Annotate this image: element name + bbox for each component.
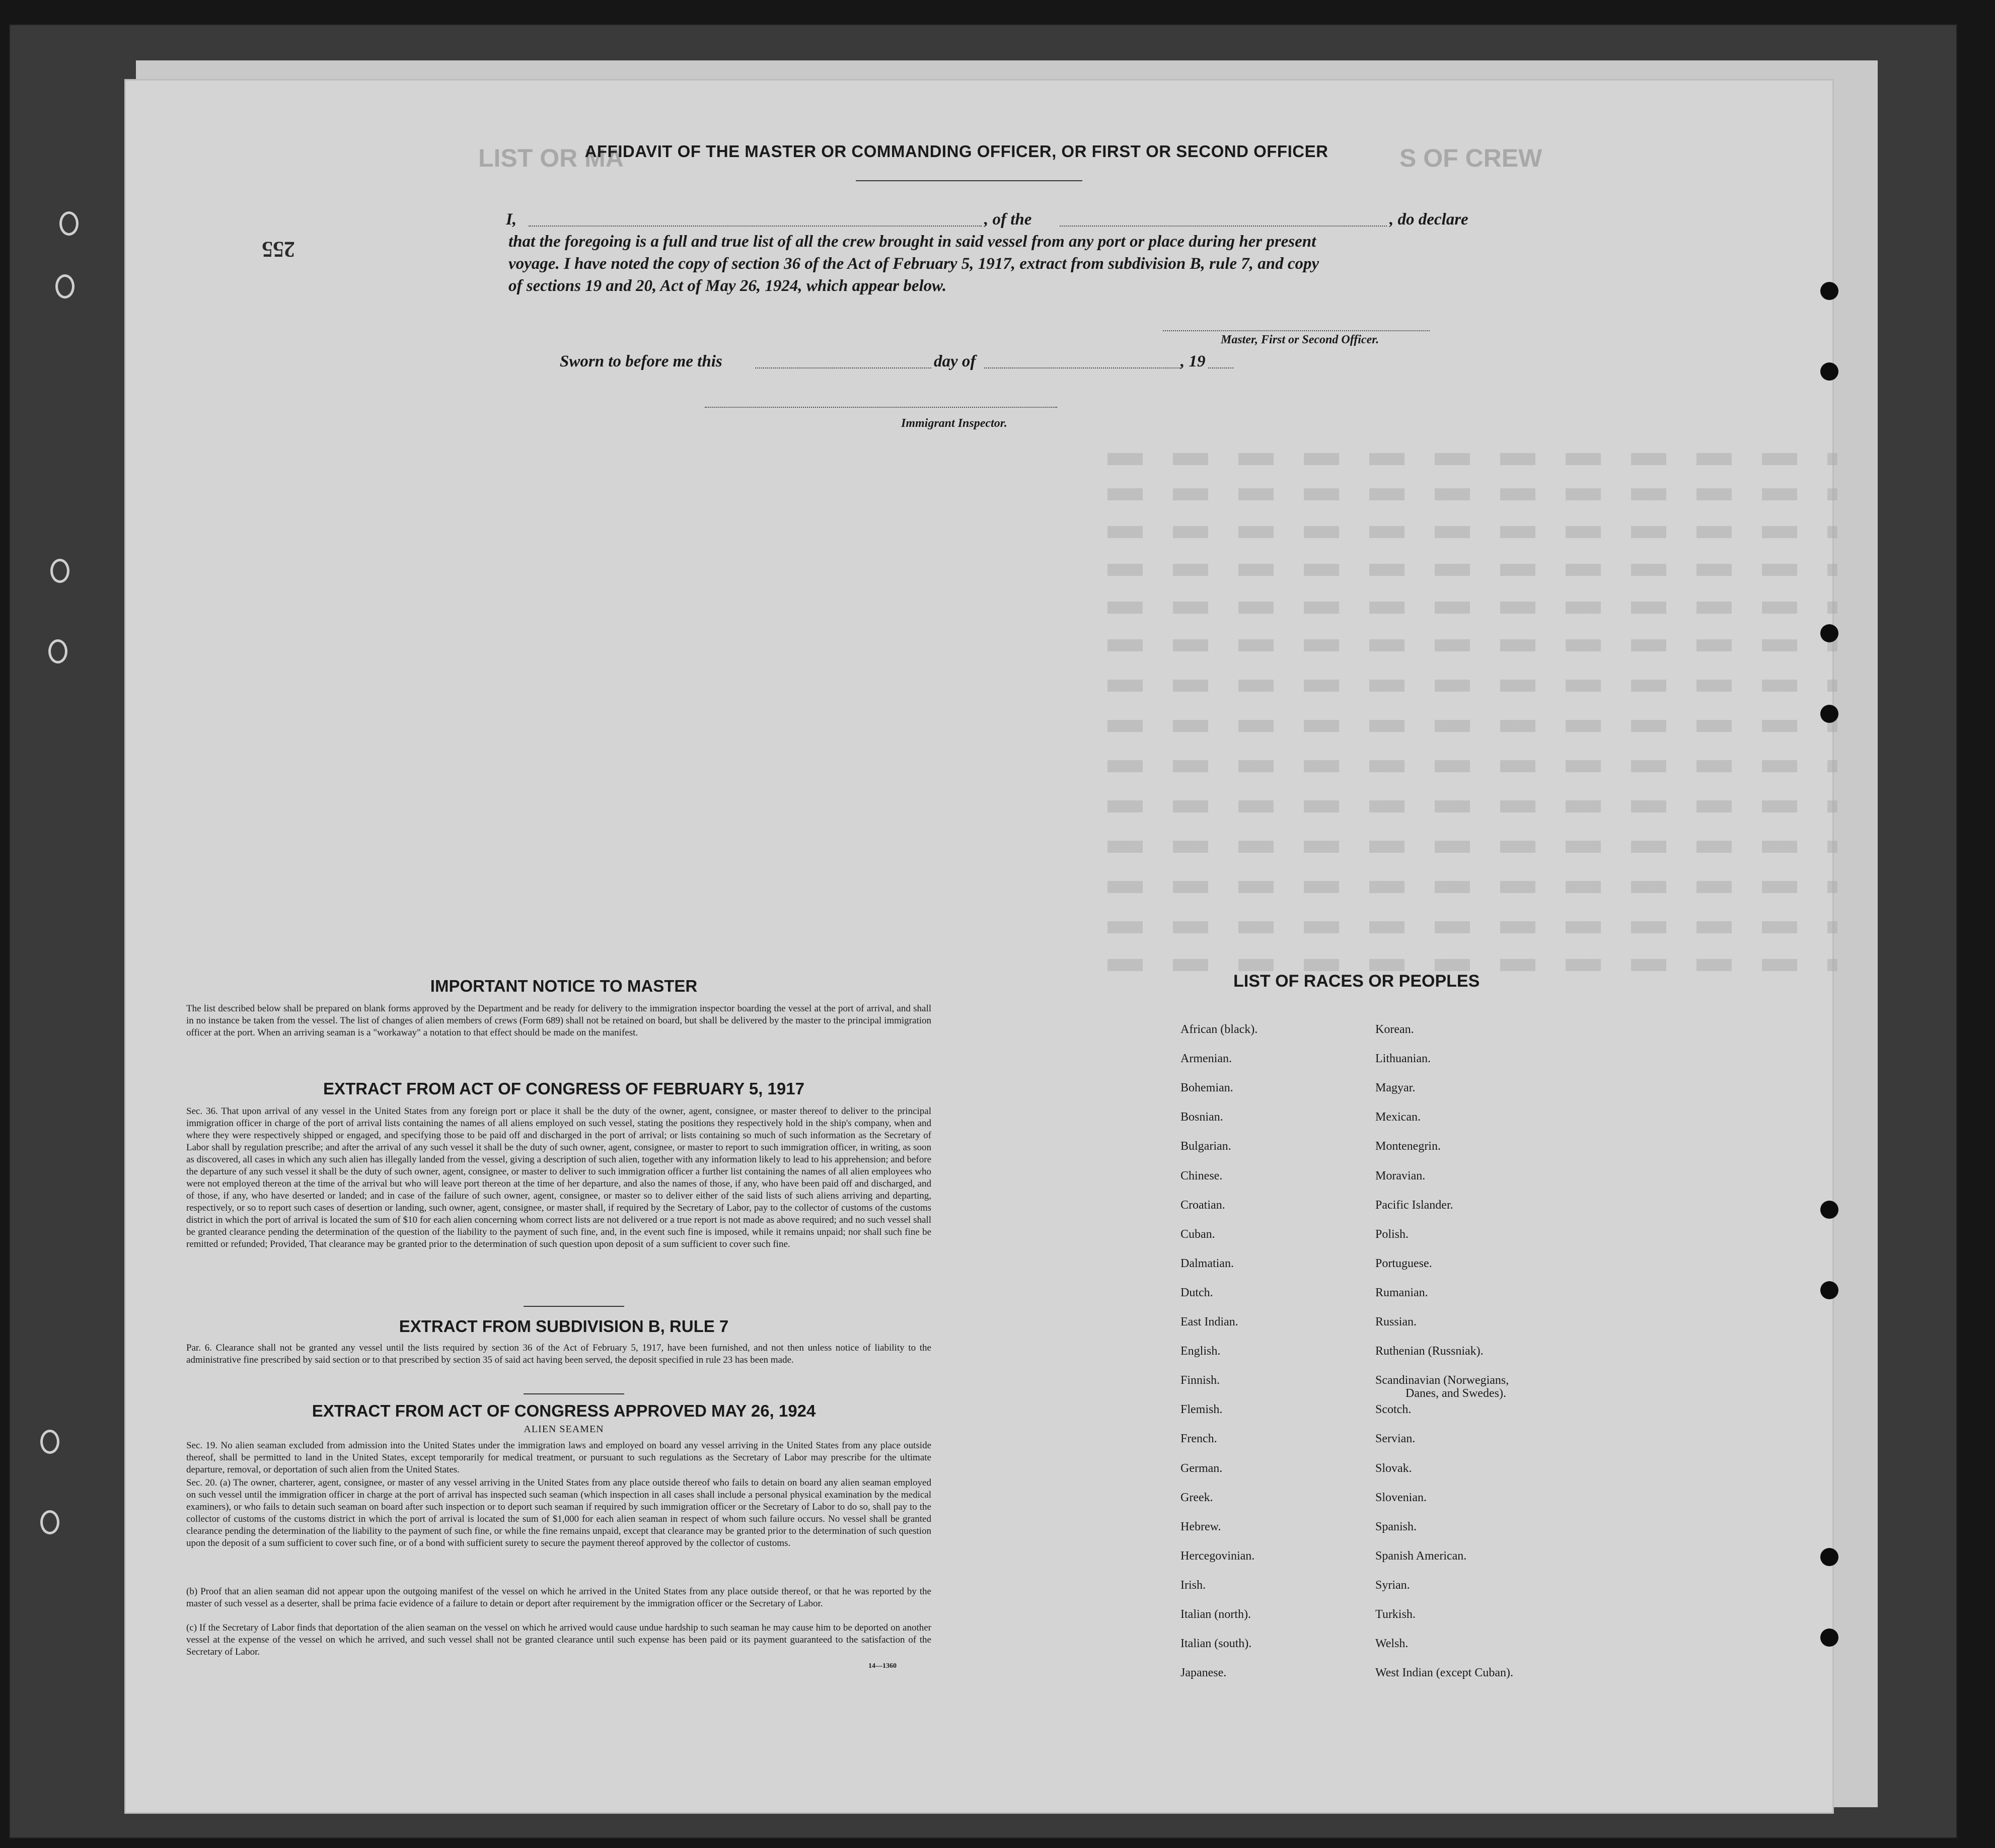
punch-hole: [1820, 282, 1838, 300]
affidavit-title: AFFIDAVIT OF THE MASTER OR COMMANDING OFFICER, OR FIRST OR SECOND OFFICER: [584, 142, 1328, 161]
ghost-row: [1107, 720, 1837, 732]
punch-hole: [1820, 1629, 1838, 1647]
affidavit-line-2: that the foregoing is a full and true list of all the crew brought in said vessel from any port or place during her present: [508, 233, 1316, 251]
inspector-signature-line: [705, 407, 1057, 408]
binder-ring-6: [40, 1510, 59, 1534]
inspector-label: Immigrant Inspector.: [901, 417, 1007, 430]
race-item: Turkish.: [1375, 1608, 1416, 1621]
binder-ring-4: [48, 639, 67, 663]
affidavit-i: I,: [506, 210, 517, 229]
punch-hole: [1820, 624, 1838, 642]
race-item: Servian.: [1375, 1432, 1416, 1446]
race-item: Portuguese.: [1375, 1256, 1432, 1270]
race-item: Danes, and Swedes).: [1406, 1387, 1506, 1400]
ghost-list-heading: LIST OR MA: [478, 144, 624, 172]
race-item: Syrian.: [1375, 1578, 1410, 1592]
binder-ring-3: [50, 559, 69, 583]
notice-title: IMPORTANT NOTICE TO MASTER: [430, 977, 698, 995]
punch-hole: [1820, 1281, 1838, 1299]
rule7-title: EXTRACT FROM SUBDIVISION B, RULE 7: [399, 1317, 729, 1336]
ghost-row: [1107, 959, 1837, 971]
ghost-row: [1107, 453, 1837, 465]
race-item: Hebrew.: [1180, 1520, 1221, 1533]
race-item: Magyar.: [1375, 1081, 1416, 1095]
race-item: Italian (north).: [1180, 1608, 1251, 1621]
races-title: LIST OF RACES OR PEOPLES: [1233, 972, 1480, 991]
divider: [524, 1306, 624, 1307]
ghost-row: [1107, 800, 1837, 812]
title-underline: [856, 180, 1082, 181]
ghost-row: [1107, 639, 1837, 651]
race-item: Cuban.: [1180, 1227, 1215, 1241]
day-of-label: day of: [934, 352, 976, 371]
race-item: Moravian.: [1375, 1169, 1426, 1182]
affidavit-line-4: of sections 19 and 20, Act of May 26, 1924, which appear below.: [508, 277, 947, 295]
race-item: Armenian.: [1180, 1052, 1232, 1066]
sec19-text: Sec. 19. No alien seaman excluded from admission into the United States under the immigration laws and employed on board any vessel arriving in the United States from any place outside thereof, shall be permitted to land in the United States, except temporarily for medical treatment, or pursuant to such regulations as the Secretary of Labor may prescribe for the ultimate departure, removal, or deportation of such alien from the United States.: [186, 1440, 931, 1475]
form-number: 14—1360: [868, 1662, 897, 1670]
race-item: German.: [1180, 1461, 1223, 1475]
race-item: Spanish.: [1375, 1520, 1417, 1533]
vessel-blank: [1060, 226, 1387, 227]
year-blank: [1208, 367, 1233, 368]
sworn-label: Sworn to before me this: [560, 352, 722, 371]
ghost-row: [1107, 841, 1837, 853]
race-item: African (black).: [1180, 1023, 1258, 1036]
ghost-row: [1107, 526, 1837, 538]
race-item: Finnish.: [1180, 1374, 1220, 1387]
race-item: Rumanian.: [1375, 1286, 1428, 1299]
rule7-text: Par. 6. Clearance shall not be granted any vessel until the lists required by section 36 of the Act of February 5, 1917, have been furnished, and not then unless notice of liability to the administrative fine prescribed by said section or to that prescribed by section 35 of said act having been served, the deposit specified in rule 23 has been made.: [186, 1343, 931, 1365]
name-blank: [529, 226, 982, 227]
affidavit-line-3: voyage. I have noted the copy of section 36 of the Act of February 5, 1917, extract from subdivision B, rule 7, and copy: [508, 255, 1319, 273]
master-label: Master, First or Second Officer.: [1221, 333, 1379, 346]
race-item: Dutch.: [1180, 1286, 1213, 1299]
ghost-row: [1107, 488, 1837, 500]
race-item: Polish.: [1375, 1227, 1409, 1241]
race-item: Chinese.: [1180, 1169, 1223, 1182]
race-item: Bulgarian.: [1180, 1140, 1231, 1153]
binder-ring-1: [59, 211, 79, 236]
race-item: Greek.: [1180, 1491, 1213, 1504]
race-item: Lithuanian.: [1375, 1052, 1431, 1066]
notice-text: The list described below shall be prepared on blank forms approved by the Department and be ready for delivery to the immigration inspector boarding the vessel at the port of arrival, and shall in no instance be taken from the vessel. The list of changes of alien members of crews (Form 689) shall not be retained on board, but shall be delivered by the master to the principal immigration officer at the port. When an arriving seaman is a "workaway" a notation to that effect should be made on the manifest.: [186, 1003, 931, 1038]
punch-hole: [1820, 362, 1838, 381]
race-item: Scandinavian (Norwegians,: [1375, 1374, 1509, 1387]
race-item: Irish.: [1180, 1578, 1206, 1592]
punch-hole: [1820, 1201, 1838, 1219]
sec20c-text: (c) If the Secretary of Labor finds that deportation of the alien seaman on the vessel on which he arrived would cause undue hardship to such seaman he may cause him to be deported on another vessel at the expense of the vessel on which he arrived, and such vessel shall not be granted clearance until such expense has been paid or its payment guaranteed to the satisfaction of the Secretary of Labor.: [186, 1622, 931, 1657]
race-item: Bosnian.: [1180, 1111, 1223, 1124]
race-item: Bohemian.: [1180, 1081, 1233, 1095]
affidavit-do-declare: , do declare: [1389, 210, 1468, 229]
race-item: Pacific Islander.: [1375, 1198, 1453, 1212]
race-item: Slovak.: [1375, 1461, 1412, 1475]
race-item: Slovenian.: [1375, 1491, 1427, 1504]
race-item: English.: [1180, 1345, 1221, 1358]
year-label: , 19: [1180, 352, 1206, 371]
extract-1917-title: EXTRACT FROM ACT OF CONGRESS OF FEBRUARY 5, 1917: [323, 1079, 804, 1098]
race-item: Russian.: [1375, 1315, 1417, 1328]
punch-hole: [1820, 705, 1838, 723]
manifest-page: [126, 81, 1832, 1812]
ghost-crew-heading: S OF CREW: [1399, 144, 1542, 172]
race-item: Montenegrin.: [1375, 1140, 1441, 1153]
race-item: French.: [1180, 1432, 1217, 1446]
divider: [524, 1393, 624, 1394]
alien-seamen-subtitle: ALIEN SEAMEN: [524, 1424, 604, 1435]
race-item: West Indian (except Cuban).: [1375, 1666, 1513, 1680]
punch-hole: [1820, 1548, 1838, 1566]
race-item: Spanish American.: [1375, 1549, 1467, 1563]
binder-ring-5: [40, 1430, 59, 1454]
sworn-day-blank: [755, 367, 931, 368]
ghost-row: [1107, 921, 1837, 933]
ghost-row: [1107, 564, 1837, 576]
sec20b-text: (b) Proof that an alien seaman did not appear upon the outgoing manifest of the vessel on which he arrived in the United States from any place outside thereof, or that he was reported by the master of such vessel as a deserter, shall be prima facie evidence of a failure to detain or deport after requirement by the immigration officer or the Secretary of Labor.: [186, 1586, 931, 1609]
race-item: Korean.: [1375, 1023, 1414, 1036]
sec20a-text: Sec. 20. (a) The owner, charterer, agent, consignee, or master of any vessel arriving in the United States from any place outside thereof who fails to detain on board any alien seaman employed on such vessel until the immigration officer in charge at the port of arrival has inspected such seaman (which inspection in all cases shall include a personal physical examination by the medical examiners), or who fails to detain such seaman on board after such inspection or to deport such seaman if required by such immigration officer or the Secretary of Labor to do so, shall pay to the collector of customs of the customs district in which the port of arrival is located the sum of $1,000 for each alien seaman in respect of whom such failure occurs. No vessel shall be granted clearance pending the determination of the liability to the payment of such fine, or while the fine remains unpaid, except that clearance may be granted prior to the determination of such question upon the deposit of a sum sufficient to cover such fine, or of a bond with sufficient surety to secure the payment thereof approved by the collector of customs.: [186, 1477, 931, 1548]
race-item: Ruthenian (Russniak).: [1375, 1345, 1484, 1358]
ghost-row: [1107, 602, 1837, 614]
race-item: Welsh.: [1375, 1637, 1409, 1651]
race-item: Hercegovinian.: [1180, 1549, 1255, 1563]
sworn-month-blank: [984, 367, 1180, 368]
race-item: Flemish.: [1180, 1403, 1223, 1417]
race-item: Japanese.: [1180, 1666, 1227, 1680]
extract-1924-title: EXTRACT FROM ACT OF CONGRESS APPROVED MAY 26, 1924: [312, 1401, 816, 1420]
master-signature-line: [1163, 330, 1430, 331]
race-item: East Indian.: [1180, 1315, 1238, 1328]
binder-ring-2: [55, 274, 75, 299]
ghost-row: [1107, 881, 1837, 893]
extract-1917-text: Sec. 36. That upon arrival of any vessel in the United States from any foreign port or place it shall be the duty of the owner, agent, consignee, or master thereof to deliver to the principal immigration officer in charge of the port of arrival lists containing the names of all aliens employed on such vessel, stating the positions they respectively hold in the ship's company, when and where they were respectively shipped or engaged, and specifying those to be paid off and discharged in the port of arrival; or lists containing so much of such information as the Secretary of Labor shall by regulation prescribe; and after the arrival of any such vessel it shall be the duty of such owner, agent, consignee, or master to report to such immigration officer, in writing, as soon as discovered, all cases in which any such alien has illegally landed from the vessel, giving a description of such alien, together with any information likely to lead to his apprehension; and before the departure of any such vessel it shall be the duty of such owner, agent, consignee, or master to deliver to such immigration officer a further list containing the names of all alien employees who were not employed thereon at the time of the arrival but who will leave port thereon at the time of her departure, and also the names of those, if any, who have been paid off and discharged, and of those, if any, who have deserted or landed; and in case of the failure of such owner, agent, consignee, or master so to deliver either of the said lists of such aliens arriving and departing, respectively, or so to report such cases of desertion or landing, such owner, agent, consignee, or master shall, if required by the Secretary of Labor, pay to the collector of customs of the customs district in which the port of arrival is located the sum of $10 for each alien concerning whom correct lists are not delivered or a true report is not made as above required; and no such vessel shall be granted clearance pending the determination of the question of the liability to the payment of such fine, and, in the event such fine is imposed, while it remains unpaid; nor shall such fine be remitted or refunded; Provided, That clearance may be granted prior to the determination of such question upon deposit of a sum sufficient to cover such fine.: [186, 1106, 931, 1249]
handwritten-page-number: 255: [262, 237, 295, 262]
race-item: Dalmatian.: [1180, 1256, 1234, 1270]
race-item: Mexican.: [1375, 1111, 1421, 1124]
ghost-row: [1107, 680, 1837, 692]
affidavit-of-the: , of the: [984, 210, 1032, 229]
ghost-row: [1107, 760, 1837, 772]
race-item: Scotch.: [1375, 1403, 1412, 1417]
race-item: Croatian.: [1180, 1198, 1225, 1212]
race-item: Italian (south).: [1180, 1637, 1252, 1651]
